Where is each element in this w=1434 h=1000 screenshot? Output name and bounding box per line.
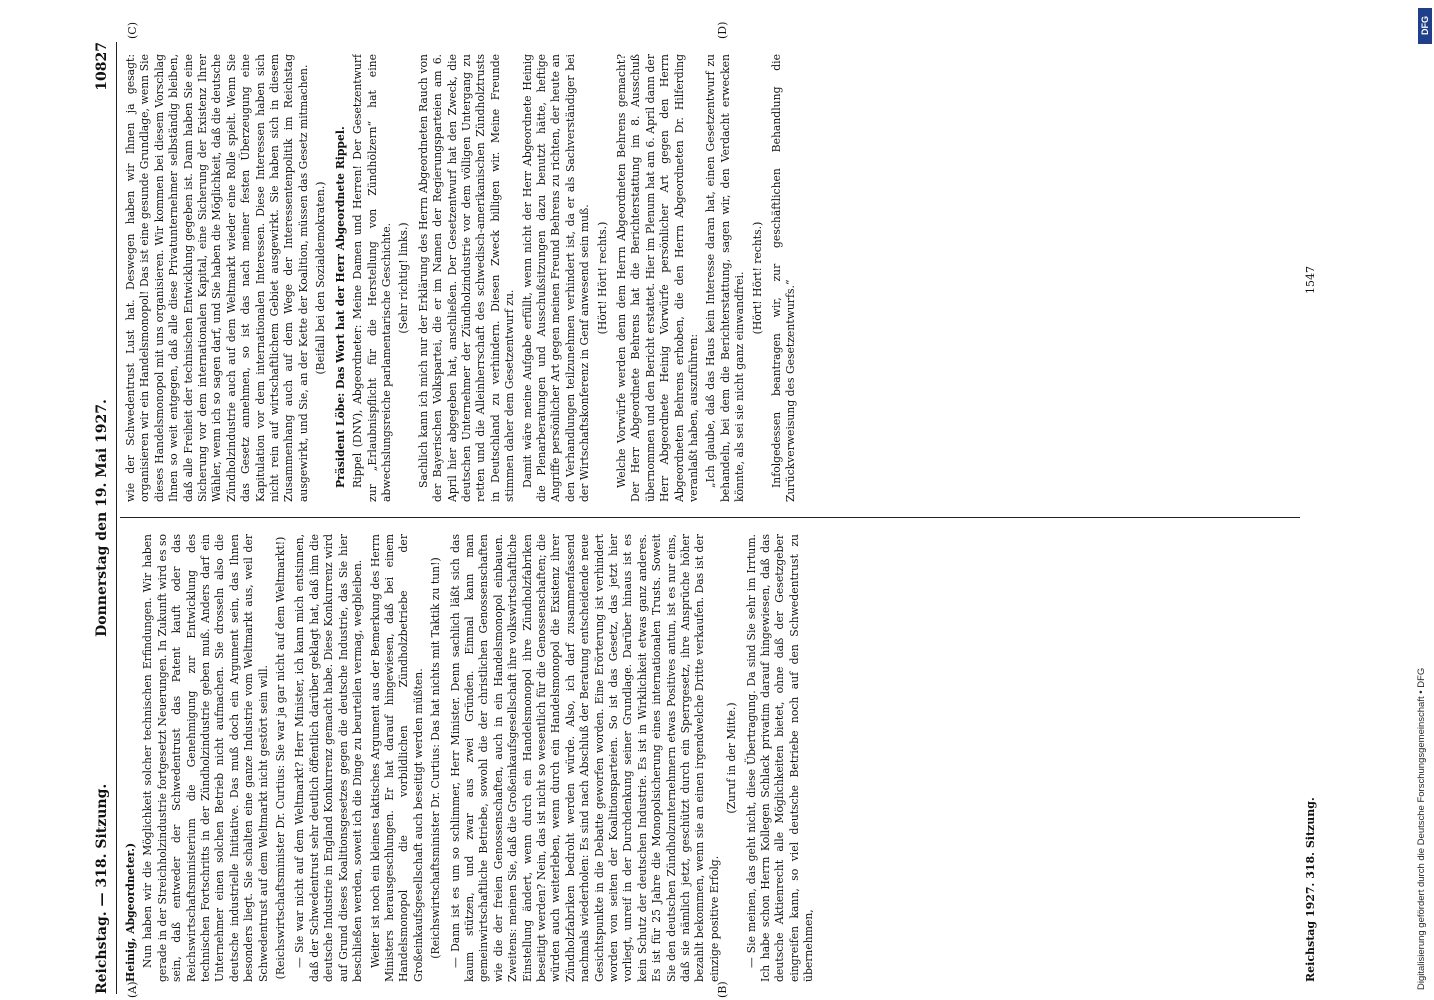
paragraph: — Sie meinen, das geht nicht, diese Übertragung. Da sind Sie sehr im Irrtum. Ich habe schon Herrn Kollegen Schlack privatim darauf hingewiesen, daß das deutsche Aktienrecht alle Möglichkeiten bietet, ohne daß der Gesetzgeber eingreifen kann, so viel deutsche Betriebe noch auf den Schwedentrust zu übernehmen,	[744, 534, 816, 982]
paragraph: wie der Schwedentrust Lust hat. Deswegen haben wir Ihnen ja gesagt: organisieren wir ein Handelsmonopol! Das ist eine gesunde Grundlage, wenn Sie dieses Handelsmonopol mit uns organisieren. Wir kommen bei diesem Vorschlag Ihnen so weit entgegen, daß alle diese Privatunternehmer selbständig bleiben, daß alle Freiheit der technischen Entwicklung gegeben ist. Dann haben Sie eine Sicherung vor dem internationalen Kapital, eine Sicherung der Existenz Ihrer Wähler, wenn ich so sagen darf, und Sie haben die Möglichkeit, daß die deutsche Zündholzindustrie auch auf dem Weltmarkt wieder eine Rolle spielt. Wenn Sie das Gesetz annehmen, so ist das nach meiner festen Überzeugung eine Kapitulation vor dem internationalen Interessen. Diese Interessen haben sich nicht rein auf wirtschaftlichem Gebiet ausgewirkt. Sie haben sich in diesem Zusammenhang auch auf dem Wege der Interessentenpolitik im Reichstag ausgewirkt, und Sie, an der Kette der Koalition, müssen das Gesetz mitmachen.	[124, 54, 310, 502]
footer-page-number: 1547	[1304, 266, 1317, 294]
interjection: (Hört! Hört! rechts.)	[750, 221, 764, 335]
paragraph: Weiter ist noch ein kleines taktisches Argument aus der Bemerkung des Herrn Ministers herausgeschlungen. Er hat darauf hingewiesen, daß bei einem Handelsmonopol die vorbildlichen Zündholzbetriebe der Großeinkaufsgesellschaft auch beseitigt werden müßten.	[368, 534, 425, 982]
left-column	[124, 534, 1304, 982]
header-date: Donnerstag den 19. Mai 1927.	[94, 399, 110, 637]
header-left: Reichstag. — 318. Sitzung.	[94, 783, 110, 994]
paragraph: Infolgedessen beantragen wir, zur geschäftlichen Behandlung die Zurückverweisung des Gesetzentwurfs.“	[770, 54, 798, 502]
margin-mark-d: (D)	[716, 21, 729, 39]
right-column	[124, 54, 1304, 502]
quotation: „Ich glaube, daß das Haus kein Interesse daran hat, einen Gesetzentwurf zu behandeln, bei dem die Berichterstattung, sagen wir, den Verdacht erwecken könnte, als sei sie nicht ganz einwandfrei.	[704, 54, 747, 502]
margin-mark-b: (B)	[716, 981, 729, 998]
header-page-number: 10827	[94, 42, 110, 91]
interjection: (Beifall bei den Sozialdemokraten.)	[314, 181, 328, 375]
paragraph: — Sie war nicht auf dem Weltmarkt? Herr Minister, ich kann mich entsinnen, daß der Schwedentrust sehr deutlich öffentlich darüber geklagt hat, daß ihm die deutsche Industrie in England Konkurrenz gemacht habe. Diese Konkurrenz wird auf Grund dieses Koalitionsgesetzes gegen die deutsche Industrie, das Sie hier beschließen werden, soweit ich die Dinge zu beurteilen vermag, wegbleiben.	[293, 534, 365, 982]
header-rule	[116, 42, 117, 994]
footer-left: Reichstag 1927. 318. Sitzung.	[1304, 797, 1317, 982]
interjection: (Reichswirtschaftsminister Dr. Curtius: Das hat nichts mit Taktik zu tun!)	[429, 557, 443, 959]
paragraph: Nun haben wir die Möglichkeit solcher technischen Erfindungen. Wir haben gerade in der Streichholzindustrie fortgesetzt Neuerungen. In Zukunft wird es so sein, daß entweder der Schwedentrust das Patent kauft oder das Reichswirtschaftsministerium die Genehmigung zur Entwicklung des technischen Fortschritts in der Zündholzindustrie geben muß. Anders darf ein Unternehmer einen solchen Betrieb nicht aufmachen. Sie drosseln also die deutsche industrielle Initiative. Das muß doch ein Argument sein, das Ihnen besonders liegt. Sie schalten eine ganze Industrie vom Weltmarkt aus, weil der Schwedentrust auf dem Weltmarkt nicht gestört sein will.	[141, 534, 270, 982]
digitization-credit	[1414, 0, 1434, 1000]
document-sheet	[16, 21, 1336, 998]
interjection: (Hört! Hört! rechts.)	[595, 221, 609, 335]
column-divider	[120, 517, 1300, 518]
margin-mark-a: (A)	[126, 981, 139, 998]
paragraph: Rippel (DNV), Abgeordneter: Meine Damen und Herren! Der Gesetzentwurf zur „Erlaubnispflicht für die Herstellung von Zündhölzern“ hat eine abwechslungsreiche parlamentarische Geschichte.	[351, 54, 393, 502]
margin-mark-c: (C)	[126, 22, 139, 39]
paragraph: Welche Vorwürfe werden denn dem Herrn Abgeordneten Behrens gemacht? Der Herr Abgeordnete Behrens hat die Berichterstattung im 8. Ausschuß übernommen und den Bericht erstattet. Hier im Plenum hat am 6. April dann der Herr Abgeordnete Heinig Vorwürfe persönlicher Art gegen den Herrn Abgeordneten Behrens erhoben, die den Herrn Abgeordneten Dr. Hilferding veranlaßt haben, auszuführen:	[615, 54, 701, 502]
dfg-logo: DFG	[1418, 8, 1432, 44]
interjection: (Reichswirtschaftsminister Dr. Curtius: Sie war ja gar nicht auf dem Weltmarkt!)	[274, 536, 288, 980]
paragraph: Damit wäre meine Aufgabe erfüllt, wenn nicht der Herr Abgeordnete Heinig die Plenarberatungen und Ausschußsitzungen dazu benutzt hätte, heftige Angriffe persönlicher Art gegen meinen Freund Behrens zu richten, der heute an den Verhandlungen teilzunehmen verhindert ist, da er als Sachverständiger bei der Wirtschaftskonferenz in Genf anwesend sein muß.	[520, 54, 592, 502]
page-header	[86, 42, 116, 994]
interjection: (Zuruf in der Mitte.)	[725, 702, 739, 814]
credit-text: Digitalisierung gefördert durch die Deutsche Forschungsgemeinschaft • DFG	[1416, 667, 1427, 990]
speaker-tag: Heinig, Abgeordneter.)	[124, 842, 137, 982]
paragraph: — Dann ist es um so schlimmer, Herr Minister. Denn sachlich läßt sich das kaum stützen, und zwar aus zwei Gründen. Einmal kann man gemeinwirtschaftliche Betriebe, sowohl die der christlichen Genossenschaften wie die der freien Genossenschaften, auch in ein Handelsmonopol einbauen. Zweitens: meinen Sie, daß die Großeinkaufsgesellschaft ihre volkswirtschaftliche Einstellung ändert, wenn durch ein Handelsmonopol ihre Zündholzfabriken beseitigt werden? Nein, das ist nicht so wesentlich für die Genossenschaften; die würden auch weiterleben, wenn durch ein Handelsmonopol die Existenz ihrer Zündholzfabriken bedroht werden würde. Also, ich darf zusammenfassend nachmals wiederholen: Es sind nach Abschluß der Beratung entscheidende neue Gesichtspunkte in die Debatte geworfen worden. Eine Erörterung ist verhindert worden von seiten der Koalitionsparteien. So ist das Gesetz, das jetzt hier vorliegt, unreif in der Durchdenkung seiner Grundlage. Darüber hinaus ist es kein Schutz der deutschen Industrie. Es ist in Wirklichkeit etwas ganz anderes. Es ist für 25 Jahre die Monopolsicherung eines internationalen Trusts. Soweit Sie den deutschen Zündholzunternehmern etwas Positives antun, ist es nur eins, daß sie nämlich jetzt, geschützt durch ein Sperrgesetz, ihre Ansprüche höher bezahlt bekommen, wenn sie an einen irgendwelche Dritte verkaufen. Das ist der einzige positive Erfolg.	[448, 534, 721, 982]
paragraph: Präsident Löbe: Das Wort hat der Herr Abgeordnete Rippel.	[333, 126, 347, 488]
interjection: (Sehr richtig! links.)	[397, 222, 411, 334]
paragraph: Sachlich kann ich mich nur der Erklärung des Herrn Abgeordneten Rauch von der Bayerischen Volkspartei, die er im Namen der Regierungsparteien am 6. April hier abgegeben hat, anschließen. Der Gesetzentwurf hat den Zweck, die deutschen Unternehmer der Zündholzindustrie vor dem völligen Untergang zu retten und die Alleinherrschaft des schwedisch-amerikanischen Zündholztrusts in Deutschland zu verhindern. Diesen Zweck billigen wir. Meine Freunde stimmen daher dem Gesetzentwurf zu.	[416, 54, 517, 502]
